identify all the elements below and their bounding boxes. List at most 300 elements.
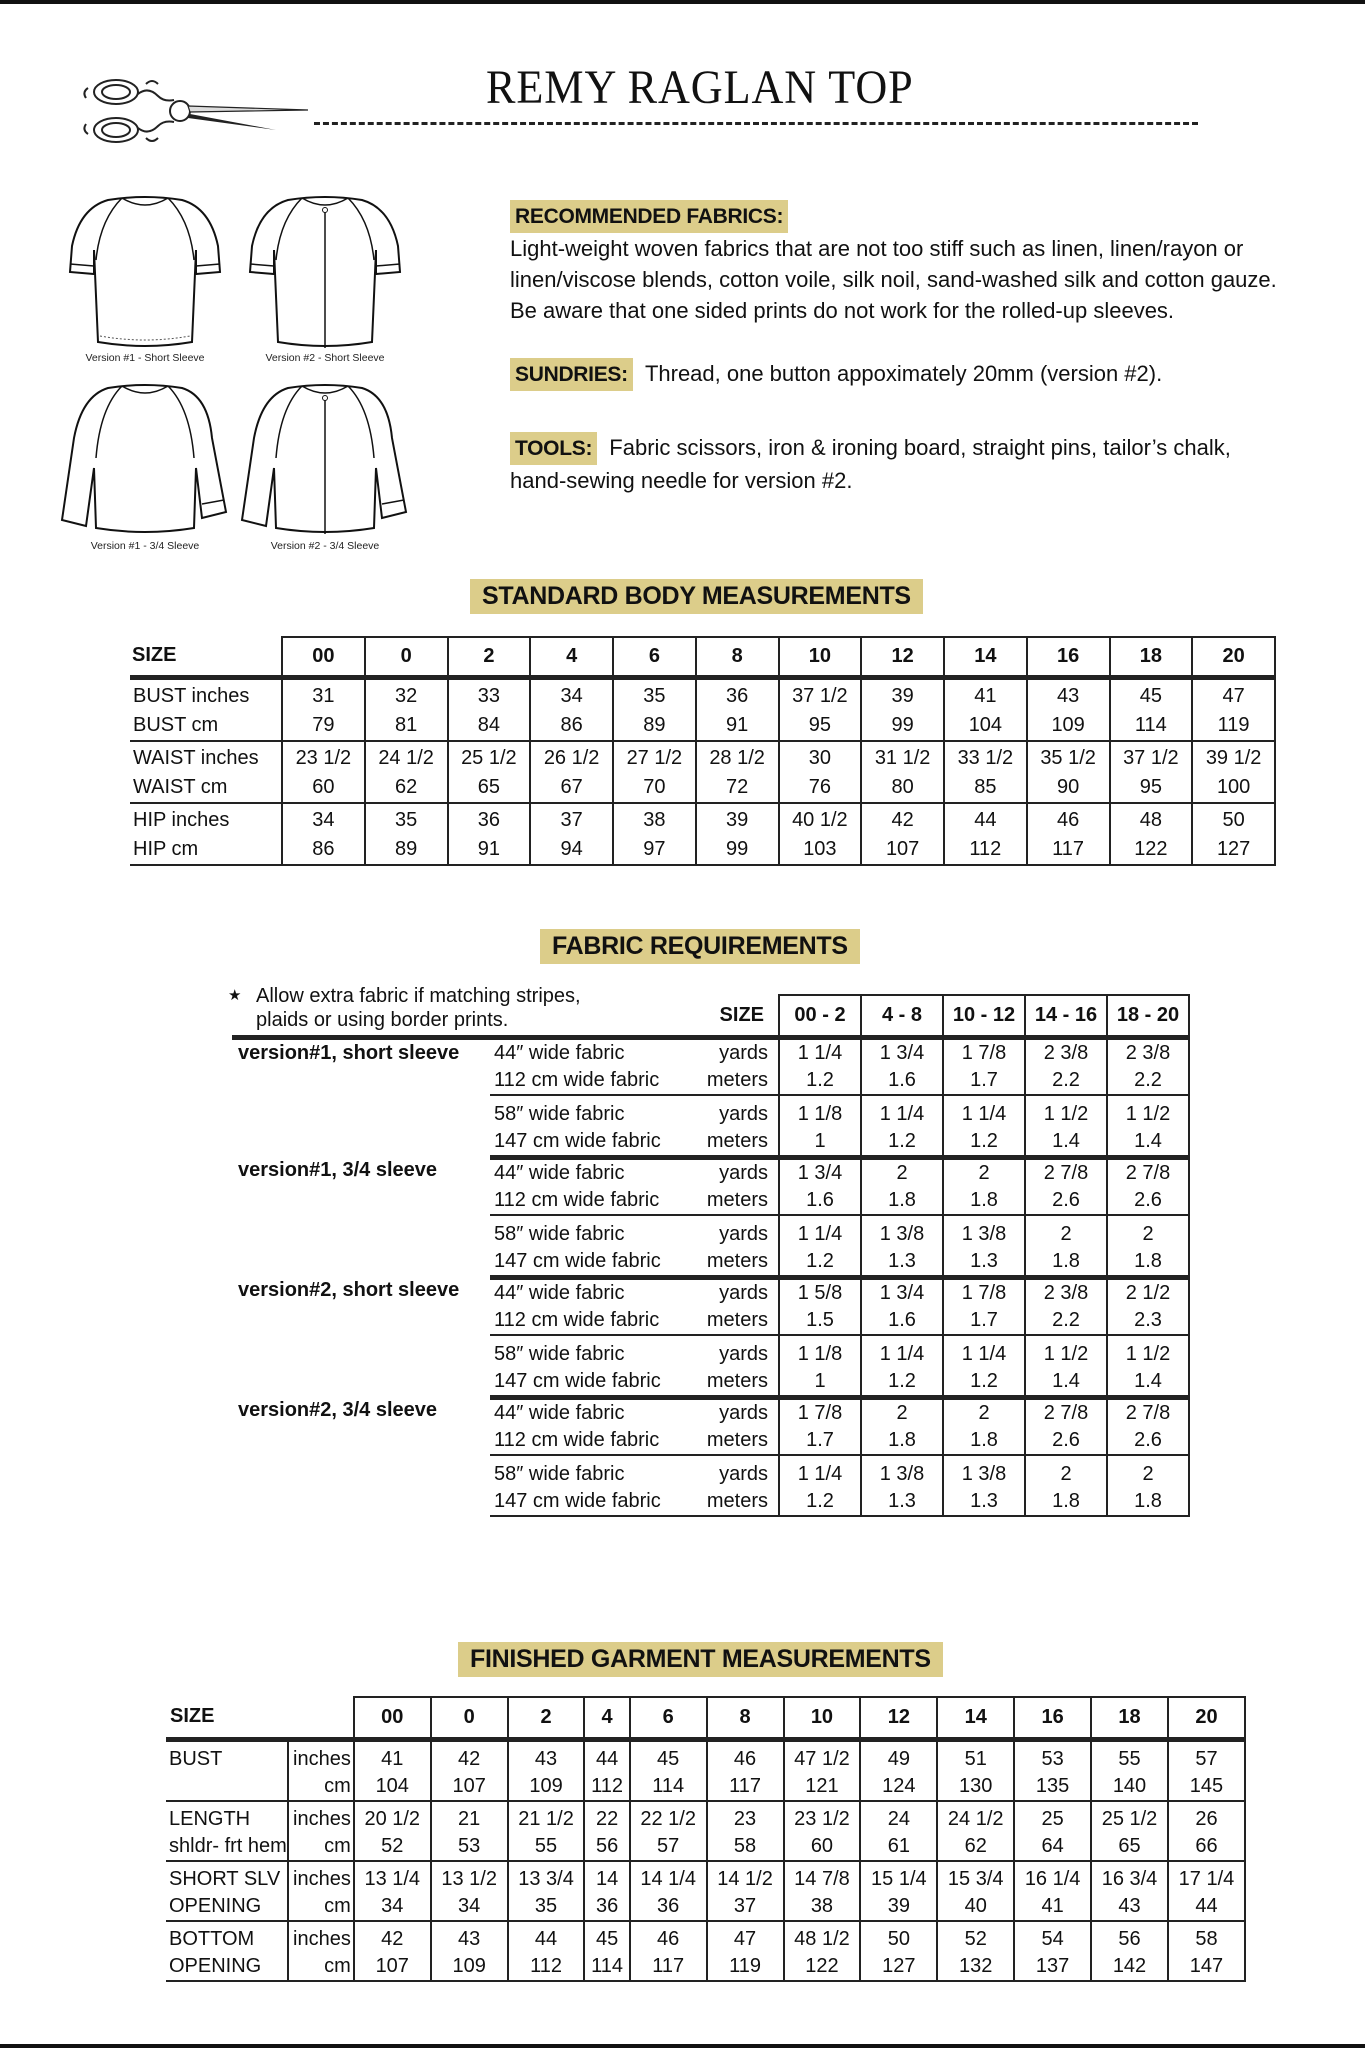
measurement-cell: 84 [448, 711, 531, 741]
measurement-cell: 66 [1168, 1833, 1245, 1861]
measurement-cell: 34 [354, 1893, 431, 1921]
measurement-cell: 91 [448, 835, 531, 865]
size-header: 00 [354, 1697, 431, 1739]
measurement-cell: 46 [1027, 803, 1110, 835]
row-label: BUST inches [130, 677, 282, 711]
size-header: 12 [860, 1697, 937, 1739]
measurement-label [166, 1773, 288, 1801]
measurement-cell: 37 1/2 [1110, 741, 1193, 773]
cut-line-divider [314, 122, 1198, 125]
measurement-cell: 45 [1110, 677, 1193, 711]
shirt-icon [60, 190, 230, 350]
fabric-amount-cell: 1 7/8 [943, 1277, 1025, 1307]
row-label: BUST cm [130, 711, 282, 741]
measurement-cell: 99 [696, 835, 779, 865]
measurement-cell: 61 [860, 1833, 937, 1861]
measurement-cell: 27 1/2 [613, 741, 696, 773]
tools-section [510, 432, 1360, 496]
fabric-amount-cell: 1.8 [1025, 1488, 1107, 1516]
fabric-amount-cell: 1 3/8 [943, 1215, 1025, 1248]
table-row [232, 1157, 1189, 1187]
measurement-cell: 112 [508, 1953, 585, 1981]
measurement-cell: 24 [860, 1801, 937, 1833]
fabric-amount-cell: 2.2 [1025, 1067, 1107, 1095]
table-row [130, 741, 1275, 773]
measurement-cell: 44 [1168, 1893, 1245, 1921]
unit-label: cm [288, 1953, 354, 1981]
measurement-cell: 64 [1014, 1833, 1091, 1861]
measurement-cell: 117 [630, 1953, 707, 1981]
fabric-amount-cell: 2 [1025, 1455, 1107, 1488]
measurement-cell: 119 [707, 1953, 784, 1981]
measurement-cell: 48 1/2 [784, 1921, 861, 1953]
measurement-cell: 79 [282, 711, 365, 741]
unit-label: yards [719, 1401, 768, 1424]
shirt-icon [240, 378, 410, 538]
measurement-cell: 43 [1091, 1893, 1168, 1921]
measurement-cell: 17 1/4 [1168, 1861, 1245, 1893]
measurement-cell: 97 [613, 835, 696, 865]
row-label: HIP inches [130, 803, 282, 835]
size-header: 2 [448, 637, 531, 677]
measurement-cell: 127 [860, 1953, 937, 1981]
sketch-caption: Version #1 - 3/4 Sleeve [90, 540, 200, 552]
measurement-cell: 39 [696, 803, 779, 835]
fabric-width-label: 58″ wide fabric [494, 1462, 625, 1485]
table-row [166, 1801, 1245, 1833]
fabric-amount-cell: 1.2 [779, 1248, 861, 1278]
page-border-bottom [0, 2044, 1365, 2048]
measurement-cell: 44 [508, 1921, 585, 1953]
sketch-caption: Version #2 - Short Sleeve [265, 352, 385, 364]
size-label: SIZE [132, 644, 177, 667]
fabric-width-label: 44″ wide fabric [494, 1281, 625, 1304]
measurement-cell: 86 [530, 711, 613, 741]
fabric-amount-cell: 1 1/2 [1107, 1335, 1189, 1368]
size-range-header: 4 - 8 [861, 995, 943, 1037]
fabric-width-label: 58″ wide fabric [494, 1222, 625, 1245]
measurement-cell: 54 [1014, 1921, 1091, 1953]
fabric-amount-cell: 2 [1107, 1215, 1189, 1248]
measurement-cell: 32 [365, 677, 448, 711]
measurement-cell: 23 1/2 [784, 1801, 861, 1833]
measurement-cell: 14 7/8 [784, 1861, 861, 1893]
measurement-cell: 21 1/2 [508, 1801, 585, 1833]
measurement-cell: 35 [508, 1893, 585, 1921]
size-header: 18 [1110, 637, 1193, 677]
size-header: 20 [1192, 637, 1275, 677]
fabric-amount-cell: 2.2 [1107, 1067, 1189, 1095]
shirt-icon [240, 190, 410, 350]
fabric-amount-cell: 1.7 [943, 1067, 1025, 1095]
size-label: SIZE [170, 1705, 215, 1728]
measurement-cell: 72 [696, 773, 779, 803]
unit-label: yards [719, 1342, 768, 1365]
fabric-amount-cell: 1.2 [779, 1488, 861, 1516]
measurement-cell: 140 [1091, 1773, 1168, 1801]
fabric-width-label: 44″ wide fabric [494, 1161, 625, 1184]
measurement-cell: 117 [707, 1773, 784, 1801]
measurement-cell: 127 [1192, 835, 1275, 865]
measurement-cell: 33 [448, 677, 531, 711]
sketch-version1-three-quarter-sleeve [60, 378, 230, 552]
measurement-cell: 53 [431, 1833, 508, 1861]
measurement-cell: 94 [530, 835, 613, 865]
table-row [130, 711, 1275, 741]
table-row [232, 1277, 1189, 1307]
row-label: HIP cm [130, 835, 282, 865]
version-label: version#1, short sleeve [238, 1041, 460, 1064]
recommended-fabrics-section [510, 200, 1360, 326]
fabric-amount-cell: 1.6 [861, 1067, 943, 1095]
measurement-cell: 41 [944, 677, 1027, 711]
sketch-version2-three-quarter-sleeve [240, 378, 410, 552]
size-header: 8 [696, 637, 779, 677]
measurement-cell: 16 3/4 [1091, 1861, 1168, 1893]
fabric-amount-cell: 1 7/8 [779, 1397, 861, 1427]
table-row [166, 1921, 1245, 1953]
fabric-amount-cell: 1 1/4 [779, 1455, 861, 1488]
fabric-amount-cell: 1.3 [943, 1488, 1025, 1516]
measurement-cell: 15 3/4 [937, 1861, 1014, 1893]
size-header: 14 [937, 1697, 1014, 1739]
fabric-amount-cell: 1.4 [1025, 1128, 1107, 1158]
size-header: 14 [944, 637, 1027, 677]
measurement-cell: 31 1/2 [861, 741, 944, 773]
version-label: version#2, short sleeve [238, 1279, 460, 1301]
measurement-cell: 42 [354, 1921, 431, 1953]
fabric-width-label: 147 cm wide fabric [490, 1128, 693, 1158]
fabric-amount-cell: 1.8 [943, 1187, 1025, 1215]
measurement-cell: 13 1/4 [354, 1861, 431, 1893]
measurement-cell: 50 [860, 1921, 937, 1953]
size-header: 12 [861, 637, 944, 677]
measurement-cell: 57 [1168, 1739, 1245, 1773]
fabric-amount-cell: 1.3 [943, 1248, 1025, 1278]
table-row [232, 1037, 1189, 1067]
fabric-width-label: 112 cm wide fabric [490, 1187, 693, 1215]
measurement-cell: 58 [1168, 1921, 1245, 1953]
measurement-label: BUST [166, 1739, 288, 1773]
fabric-amount-cell: 1.6 [779, 1187, 861, 1215]
measurement-cell: 109 [431, 1953, 508, 1981]
unit-label: cm [288, 1773, 354, 1801]
measurement-cell: 39 [860, 1893, 937, 1921]
measurement-cell: 42 [431, 1739, 508, 1773]
measurement-cell: 15 1/4 [860, 1861, 937, 1893]
measurement-cell: 145 [1168, 1773, 1245, 1801]
fabric-amount-cell: 1 3/4 [861, 1037, 943, 1067]
fabric-amount-cell: 1.5 [779, 1307, 861, 1335]
fabric-width-label: 112 cm wide fabric [490, 1427, 693, 1455]
measurement-cell: 31 [282, 677, 365, 711]
measurement-cell: 58 [707, 1833, 784, 1861]
measurement-cell: 91 [696, 711, 779, 741]
size-header: 18 [1091, 1697, 1168, 1739]
measurement-cell: 60 [784, 1833, 861, 1861]
fabric-amount-cell: 1.8 [943, 1427, 1025, 1455]
fabric-amount-cell: 2 [1025, 1215, 1107, 1248]
fabric-note-line: plaids or using border prints. [256, 1009, 509, 1031]
table-row [166, 1739, 1245, 1773]
measurement-cell: 49 [860, 1739, 937, 1773]
fabric-amount-cell: 1.2 [943, 1128, 1025, 1158]
measurement-cell: 122 [784, 1953, 861, 1981]
fabric-amount-cell: 1 3/8 [861, 1455, 943, 1488]
unit-label: meters [693, 1368, 779, 1398]
fabric-amount-cell: 1 3/8 [943, 1455, 1025, 1488]
measurement-cell: 107 [354, 1953, 431, 1981]
measurement-cell: 90 [1027, 773, 1110, 803]
fabric-amount-cell: 2.6 [1107, 1427, 1189, 1455]
fabric-width-label: 112 cm wide fabric [490, 1307, 693, 1335]
measurement-cell: 36 [630, 1893, 707, 1921]
unit-label: yards [719, 1102, 768, 1125]
fabric-amount-cell: 1.8 [1107, 1248, 1189, 1278]
sundries-section [510, 358, 1360, 391]
size-header: 6 [613, 637, 696, 677]
measurement-cell: 34 [431, 1893, 508, 1921]
table-row [130, 835, 1275, 865]
fabric-amount-cell: 1 1/4 [861, 1095, 943, 1128]
measurement-cell: 142 [1091, 1953, 1168, 1981]
measurement-cell: 53 [1014, 1739, 1091, 1773]
unit-label: meters [693, 1427, 779, 1455]
table-row [166, 1861, 1245, 1893]
measurement-cell: 33 1/2 [944, 741, 1027, 773]
fabric-amount-cell: 1.2 [943, 1368, 1025, 1398]
measurement-cell: 124 [860, 1773, 937, 1801]
table-row [232, 1397, 1189, 1427]
fabric-width-label: 112 cm wide fabric [490, 1067, 693, 1095]
measurement-cell: 130 [937, 1773, 1014, 1801]
measurement-cell: 89 [613, 711, 696, 741]
fabric-amount-cell: 1 5/8 [779, 1277, 861, 1307]
measurement-cell: 86 [282, 835, 365, 865]
size-header: 4 [584, 1697, 629, 1739]
measurement-cell: 48 [1110, 803, 1193, 835]
fabric-amount-cell: 1.2 [779, 1067, 861, 1095]
unit-label: yards [719, 1222, 768, 1245]
version-label: version#2, 3/4 sleeve [238, 1399, 438, 1421]
measurement-cell: 67 [530, 773, 613, 803]
measurement-cell: 47 [707, 1921, 784, 1953]
table-row [166, 1893, 1245, 1921]
size-header: 10 [784, 1697, 861, 1739]
measurement-cell: 109 [1027, 711, 1110, 741]
fabric-amount-cell: 2 3/8 [1107, 1037, 1189, 1067]
fabric-amount-cell: 2.2 [1025, 1307, 1107, 1335]
measurement-cell: 22 1/2 [630, 1801, 707, 1833]
sketch-version2-short-sleeve [240, 190, 410, 364]
version-label: version#1, 3/4 sleeve [238, 1159, 438, 1181]
measurement-cell: 43 [508, 1739, 585, 1773]
measurement-cell: 35 1/2 [1027, 741, 1110, 773]
measurement-cell: 43 [431, 1921, 508, 1953]
fabric-amount-cell: 1.8 [1025, 1248, 1107, 1278]
fabric-amount-cell: 1 1/2 [1107, 1095, 1189, 1128]
fabric-amount-cell: 2 [943, 1157, 1025, 1187]
measurement-cell: 132 [937, 1953, 1014, 1981]
measurement-cell: 121 [784, 1773, 861, 1801]
measurement-cell: 37 [707, 1893, 784, 1921]
sundries-text: Thread, one button appoximately 20mm (version #2). [644, 361, 1163, 386]
fabric-amount-cell: 1 1/2 [1025, 1335, 1107, 1368]
fabric-amount-cell: 1.4 [1107, 1368, 1189, 1398]
size-header: 2 [508, 1697, 585, 1739]
measurement-cell: 122 [1110, 835, 1193, 865]
fabric-width-label: 44″ wide fabric [494, 1041, 625, 1064]
measurement-cell: 46 [707, 1739, 784, 1773]
measurement-cell: 14 1/4 [630, 1861, 707, 1893]
measurement-cell: 95 [1110, 773, 1193, 803]
measurement-cell: 76 [779, 773, 862, 803]
measurement-cell: 41 [1014, 1893, 1091, 1921]
measurement-cell: 104 [944, 711, 1027, 741]
unit-label: yards [719, 1462, 768, 1485]
tools-text: Fabric scissors, iron & ironing board, straight pins, tailor’s chalk, [609, 435, 1231, 460]
fabric-amount-cell: 1.2 [861, 1368, 943, 1398]
fabric-amount-cell: 2 1/2 [1107, 1277, 1189, 1307]
fabric-amount-cell: 2 3/8 [1025, 1037, 1107, 1067]
measurement-cell: 21 [431, 1801, 508, 1833]
fabric-amount-cell: 1.4 [1025, 1368, 1107, 1398]
measurement-cell: 109 [508, 1773, 585, 1801]
measurement-cell: 36 [448, 803, 531, 835]
measurement-cell: 46 [630, 1921, 707, 1953]
page-title: REMY RAGLAN TOP [486, 61, 914, 114]
measurement-cell: 42 [861, 803, 944, 835]
measurement-label: OPENING [166, 1953, 288, 1981]
unit-label: yards [719, 1041, 768, 1064]
measurement-cell: 112 [584, 1773, 629, 1801]
measurement-cell: 24 1/2 [365, 741, 448, 773]
measurement-cell: 23 1/2 [282, 741, 365, 773]
measurement-cell: 81 [365, 711, 448, 741]
size-header: 00 [282, 637, 365, 677]
table-row [130, 677, 1275, 711]
measurement-cell: 56 [584, 1833, 629, 1861]
finished-measurements-heading: FINISHED GARMENT MEASUREMENTS [458, 1642, 943, 1677]
measurement-cell: 40 [937, 1893, 1014, 1921]
measurement-cell: 38 [784, 1893, 861, 1921]
measurement-cell: 60 [282, 773, 365, 803]
table-row [166, 1833, 1245, 1861]
unit-label: inches [288, 1861, 354, 1893]
measurement-cell: 114 [630, 1773, 707, 1801]
fabric-requirements-table [232, 994, 1190, 1517]
measurement-cell: 80 [861, 773, 944, 803]
fabric-amount-cell: 1.8 [861, 1187, 943, 1215]
fabric-amount-cell: 1 1/8 [779, 1095, 861, 1128]
fabric-amount-cell: 2 7/8 [1107, 1397, 1189, 1427]
measurement-cell: 104 [354, 1773, 431, 1801]
measurement-cell: 62 [937, 1833, 1014, 1861]
measurement-cell: 28 1/2 [696, 741, 779, 773]
size-header: 0 [365, 637, 448, 677]
table-row [166, 1953, 1245, 1981]
fabric-width-label: 44″ wide fabric [494, 1401, 625, 1424]
garment-sketches [50, 190, 410, 570]
fabric-amount-cell: 1.4 [1107, 1128, 1189, 1158]
measurement-cell: 43 [1027, 677, 1110, 711]
fabric-amount-cell: 1 3/8 [861, 1215, 943, 1248]
measurement-cell: 99 [861, 711, 944, 741]
measurement-cell: 135 [1014, 1773, 1091, 1801]
table-row [130, 803, 1275, 835]
fabric-amount-cell: 1 1/4 [943, 1335, 1025, 1368]
size-range-header: 10 - 12 [943, 995, 1025, 1037]
unit-label: inches [288, 1921, 354, 1953]
measurement-label: LENGTH [166, 1801, 288, 1833]
fabric-requirements-heading: FABRIC REQUIREMENTS [540, 929, 860, 964]
fabric-amount-cell: 1.7 [943, 1307, 1025, 1335]
measurement-cell: 34 [282, 803, 365, 835]
unit-label: yards [719, 1281, 768, 1304]
measurement-cell: 25 1/2 [1091, 1801, 1168, 1833]
fabric-amount-cell: 1 3/4 [861, 1277, 943, 1307]
size-range-header: 14 - 16 [1025, 995, 1107, 1037]
fabric-amount-cell: 1 1/8 [779, 1335, 861, 1368]
fabric-width-label: 58″ wide fabric [494, 1102, 625, 1125]
measurement-cell: 35 [613, 677, 696, 711]
unit-label: inches [288, 1739, 354, 1773]
fabric-note-line: Allow extra fabric if matching stripes, [256, 985, 581, 1007]
fabric-amount-cell: 1.6 [861, 1307, 943, 1335]
measurement-cell: 16 1/4 [1014, 1861, 1091, 1893]
fabric-amount-cell: 1 1/4 [943, 1095, 1025, 1128]
body-measurements-heading: STANDARD BODY MEASUREMENTS [470, 579, 923, 614]
table-row [166, 1773, 1245, 1801]
size-header: 0 [431, 1697, 508, 1739]
size-range-header: 00 - 2 [779, 995, 861, 1037]
row-label: WAIST inches [130, 741, 282, 773]
size-label: SIZE [719, 1003, 764, 1026]
fabric-width-label: 147 cm wide fabric [490, 1248, 693, 1278]
sketch-caption: Version #2 - 3/4 Sleeve [270, 540, 380, 552]
measurement-cell: 24 1/2 [937, 1801, 1014, 1833]
measurement-cell: 100 [1192, 773, 1275, 803]
size-header: 6 [630, 1697, 707, 1739]
measurement-cell: 14 1/2 [707, 1861, 784, 1893]
fabric-amount-cell: 1 1/4 [861, 1335, 943, 1368]
recommended-fabrics-line: Light-weight woven fabrics that are not too stiff such as linen, linen/rayon or [510, 236, 1244, 261]
unit-label: meters [693, 1248, 779, 1278]
size-header: 8 [707, 1697, 784, 1739]
fabric-amount-cell: 1 3/4 [779, 1157, 861, 1187]
measurement-cell: 107 [861, 835, 944, 865]
fabric-amount-cell: 2 3/8 [1025, 1277, 1107, 1307]
unit-label: meters [693, 1307, 779, 1335]
sundries-label: SUNDRIES: [510, 358, 633, 391]
unit-label: meters [693, 1488, 779, 1516]
measurement-cell: 45 [630, 1739, 707, 1773]
fabric-width-label: 58″ wide fabric [494, 1342, 625, 1365]
measurement-cell: 37 [530, 803, 613, 835]
measurement-cell: 51 [937, 1739, 1014, 1773]
measurement-cell: 137 [1014, 1953, 1091, 1981]
fabric-amount-cell: 2 [861, 1397, 943, 1427]
measurement-cell: 112 [944, 835, 1027, 865]
fabric-amount-cell: 2.6 [1107, 1187, 1189, 1215]
measurement-cell: 13 1/2 [431, 1861, 508, 1893]
fabric-amount-cell: 2 [943, 1397, 1025, 1427]
measurement-cell: 30 [779, 741, 862, 773]
measurement-cell: 25 1/2 [448, 741, 531, 773]
fabric-width-label: 147 cm wide fabric [490, 1488, 693, 1516]
measurement-cell: 89 [365, 835, 448, 865]
measurement-cell: 65 [1091, 1833, 1168, 1861]
